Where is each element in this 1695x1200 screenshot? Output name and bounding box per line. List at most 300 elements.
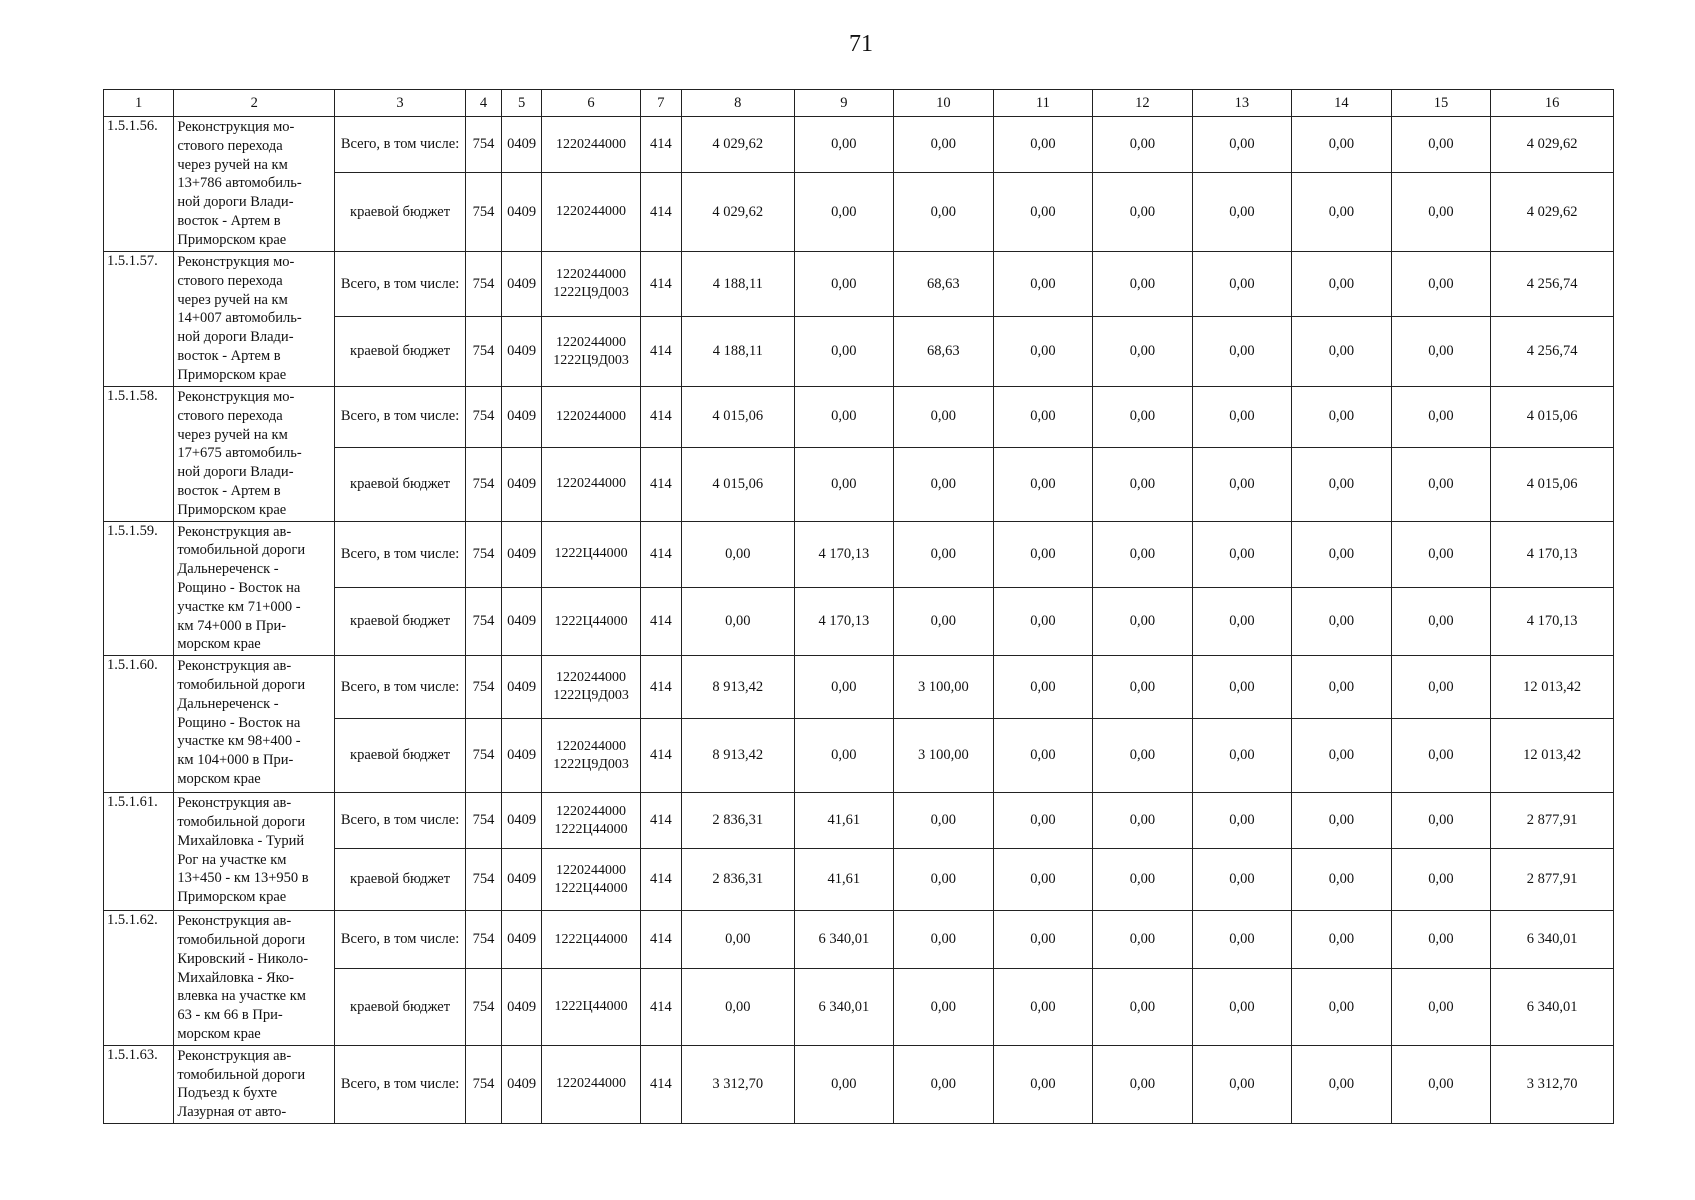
year-amount-10: 3 100,00 bbox=[894, 719, 994, 793]
section-code: 0409 bbox=[502, 1045, 542, 1123]
year-amount-11: 0,00 bbox=[993, 588, 1093, 656]
total-amount: 4 170,13 bbox=[1491, 588, 1614, 656]
funding-source: краевой бюджет bbox=[335, 173, 466, 252]
total-amount: 4 256,74 bbox=[1491, 317, 1614, 387]
item-title-line: морском крае bbox=[177, 770, 261, 787]
year-amount-13: 0,00 bbox=[1192, 1045, 1292, 1123]
header-cell-3: 3 bbox=[335, 90, 466, 117]
item-title-line: томобильной дороги bbox=[177, 1066, 306, 1083]
target-article-code: 1220244000 bbox=[556, 1076, 627, 1092]
year-amount-15: 0,00 bbox=[1391, 117, 1491, 173]
year-amount-12: 0,00 bbox=[1093, 1045, 1193, 1123]
section-code: 0409 bbox=[502, 719, 542, 793]
year-amount-12: 0,00 bbox=[1093, 387, 1193, 448]
year-amount-12: 0,00 bbox=[1093, 849, 1193, 911]
year-amount-15: 0,00 bbox=[1391, 588, 1491, 656]
department-code: 754 bbox=[465, 117, 501, 173]
header-row bbox=[104, 90, 1614, 117]
total-amount: 2 877,91 bbox=[1491, 849, 1614, 911]
department-code: 754 bbox=[465, 969, 501, 1045]
item-title bbox=[174, 793, 335, 911]
item-title-line: Реконструкция мо- bbox=[177, 119, 295, 135]
section-code: 0409 bbox=[502, 588, 542, 656]
year-amount-10: 0,00 bbox=[894, 447, 994, 521]
year-amount-15: 0,00 bbox=[1391, 173, 1491, 252]
table-row bbox=[104, 911, 1614, 969]
item-title bbox=[174, 911, 335, 1046]
year-amount-8: 2 836,31 bbox=[682, 793, 795, 849]
year-amount-14: 0,00 bbox=[1292, 387, 1392, 448]
department-code: 754 bbox=[465, 656, 501, 719]
section-code: 0409 bbox=[502, 173, 542, 252]
item-title-line: Подъезд к бухте bbox=[177, 1085, 278, 1102]
year-amount-15: 0,00 bbox=[1391, 387, 1491, 448]
funding-source: Всего, в том числе: bbox=[335, 387, 466, 448]
item-title-line: Реконструкция ав- bbox=[177, 1047, 292, 1064]
header-cell-10: 10 bbox=[894, 90, 994, 117]
target-article-code: 1222Ц44000 bbox=[554, 880, 628, 896]
item-title-line: восток - Артем в bbox=[177, 347, 281, 364]
year-amount-8: 8 913,42 bbox=[682, 719, 795, 793]
expense-type-code: 414 bbox=[640, 588, 681, 656]
item-title-line: участке км 71+000 - bbox=[177, 598, 301, 615]
expense-type-code: 414 bbox=[640, 387, 681, 448]
header-cell-16: 16 bbox=[1491, 90, 1614, 117]
target-article-code: 1220244000 bbox=[556, 803, 627, 819]
item-title-line: ной дороги Влади- bbox=[177, 329, 294, 346]
year-amount-10: 0,00 bbox=[894, 173, 994, 252]
target-article-code: 1220244000 bbox=[556, 267, 627, 282]
item-title-line: восток - Артем в bbox=[177, 212, 281, 229]
item-title-line: Реконструкция мо- bbox=[177, 254, 295, 270]
year-amount-9: 0,00 bbox=[794, 387, 894, 448]
total-amount: 4 170,13 bbox=[1491, 521, 1614, 588]
target-article-codes bbox=[542, 911, 641, 969]
target-article-code: 1220244000 bbox=[556, 136, 627, 152]
target-article-codes bbox=[542, 252, 641, 317]
year-amount-10: 0,00 bbox=[894, 849, 994, 911]
funding-source: Всего, в том числе: bbox=[335, 521, 466, 588]
expense-type-code: 414 bbox=[640, 1045, 681, 1123]
department-code: 754 bbox=[465, 447, 501, 521]
expense-type-code: 414 bbox=[640, 911, 681, 969]
year-amount-15: 0,00 bbox=[1391, 969, 1491, 1045]
year-amount-13: 0,00 bbox=[1192, 252, 1292, 317]
year-amount-15: 0,00 bbox=[1391, 317, 1491, 387]
department-code: 754 bbox=[465, 252, 501, 317]
expense-type-code: 414 bbox=[640, 793, 681, 849]
year-amount-11: 0,00 bbox=[993, 173, 1093, 252]
header-cell-4: 4 bbox=[465, 90, 501, 117]
year-amount-11: 0,00 bbox=[993, 1045, 1093, 1123]
year-amount-14: 0,00 bbox=[1292, 521, 1392, 588]
year-amount-8: 4 029,62 bbox=[682, 173, 795, 252]
year-amount-13: 0,00 bbox=[1192, 521, 1292, 588]
year-amount-10: 0,00 bbox=[894, 588, 994, 656]
page-number: 71 bbox=[849, 31, 873, 57]
year-amount-14: 0,00 bbox=[1292, 1045, 1392, 1123]
item-title-line: Рог на участке км bbox=[177, 851, 287, 868]
year-amount-9: 0,00 bbox=[794, 173, 894, 252]
year-amount-14: 0,00 bbox=[1292, 849, 1392, 911]
year-amount-9: 0,00 bbox=[794, 317, 894, 387]
funding-source: краевой бюджет bbox=[335, 447, 466, 521]
item-title-line: Приморском крае bbox=[177, 231, 287, 248]
funding-source: Всего, в том числе: bbox=[335, 117, 466, 173]
target-article-code: 1220244000 bbox=[556, 670, 627, 686]
item-title-line: 14+007 автомобиль- bbox=[177, 310, 302, 327]
target-article-codes bbox=[542, 849, 641, 911]
year-amount-15: 0,00 bbox=[1391, 447, 1491, 521]
item-title-line: томобильной дороги bbox=[177, 542, 306, 559]
year-amount-10: 0,00 bbox=[894, 521, 994, 588]
table-row bbox=[104, 793, 1614, 849]
target-article-code: 1220244000 bbox=[556, 408, 627, 424]
year-amount-9: 41,61 bbox=[794, 849, 894, 911]
target-article-code: 1220244000 bbox=[556, 334, 627, 350]
header-cell-14: 14 bbox=[1292, 90, 1392, 117]
year-amount-12: 0,00 bbox=[1093, 252, 1193, 317]
header-cell-1: 1 bbox=[104, 90, 174, 117]
year-amount-10: 3 100,00 bbox=[894, 656, 994, 719]
total-amount: 12 013,42 bbox=[1491, 719, 1614, 793]
table-row bbox=[104, 521, 1614, 588]
year-amount-14: 0,00 bbox=[1292, 588, 1392, 656]
year-amount-9: 0,00 bbox=[794, 656, 894, 719]
year-amount-8: 0,00 bbox=[682, 521, 795, 588]
year-amount-11: 0,00 bbox=[993, 447, 1093, 521]
section-code: 0409 bbox=[502, 317, 542, 387]
funding-source: краевой бюджет bbox=[335, 849, 466, 911]
year-amount-9: 0,00 bbox=[794, 1045, 894, 1123]
table-row bbox=[104, 387, 1614, 448]
item-title bbox=[174, 387, 335, 522]
year-amount-9: 0,00 bbox=[794, 252, 894, 317]
year-amount-11: 0,00 bbox=[993, 911, 1093, 969]
year-amount-10: 0,00 bbox=[894, 117, 994, 173]
funding-source: краевой бюджет bbox=[335, 588, 466, 656]
item-title-line: влевка на участке км bbox=[177, 988, 306, 1005]
funding-source: Всего, в том числе: bbox=[335, 911, 466, 969]
item-title-line: Приморском крае bbox=[177, 889, 287, 906]
year-amount-10: 0,00 bbox=[894, 969, 994, 1045]
year-amount-12: 0,00 bbox=[1093, 969, 1193, 1045]
item-title-line: ной дороги Влади- bbox=[177, 194, 294, 211]
year-amount-15: 0,00 bbox=[1391, 252, 1491, 317]
department-code: 754 bbox=[465, 911, 501, 969]
item-title-line: Рощино - Восток на bbox=[177, 579, 301, 596]
year-amount-10: 0,00 bbox=[894, 387, 994, 448]
year-amount-14: 0,00 bbox=[1292, 117, 1392, 173]
item-number: 1.5.1.61. bbox=[104, 793, 174, 911]
year-amount-9: 6 340,01 bbox=[794, 969, 894, 1045]
year-amount-13: 0,00 bbox=[1192, 719, 1292, 793]
item-title-line: участке км 98+400 - bbox=[177, 733, 301, 750]
header-cell-15: 15 bbox=[1391, 90, 1491, 117]
target-article-codes bbox=[542, 387, 641, 448]
item-title-line: Кировский - Николо- bbox=[177, 950, 309, 967]
section-code: 0409 bbox=[502, 793, 542, 849]
item-title-line: стового перехода bbox=[177, 137, 283, 154]
year-amount-11: 0,00 bbox=[993, 656, 1093, 719]
year-amount-9: 6 340,01 bbox=[794, 911, 894, 969]
item-title bbox=[174, 1045, 335, 1123]
year-amount-12: 0,00 bbox=[1093, 719, 1193, 793]
target-article-codes bbox=[542, 719, 641, 793]
expense-type-code: 414 bbox=[640, 719, 681, 793]
total-amount: 2 877,91 bbox=[1491, 793, 1614, 849]
item-number: 1.5.1.57. bbox=[104, 252, 174, 387]
total-amount: 4 256,74 bbox=[1491, 252, 1614, 317]
expense-type-code: 414 bbox=[640, 656, 681, 719]
item-title bbox=[174, 656, 335, 793]
year-amount-10: 0,00 bbox=[894, 911, 994, 969]
department-code: 754 bbox=[465, 849, 501, 911]
item-title-line: Приморском крае bbox=[177, 501, 287, 518]
year-amount-13: 0,00 bbox=[1192, 588, 1292, 656]
target-article-code: 1220244000 bbox=[556, 204, 627, 219]
expense-type-code: 414 bbox=[640, 173, 681, 252]
item-number: 1.5.1.60. bbox=[104, 656, 174, 793]
header-cell-8: 8 bbox=[682, 90, 795, 117]
section-code: 0409 bbox=[502, 849, 542, 911]
year-amount-15: 0,00 bbox=[1391, 849, 1491, 911]
year-amount-15: 0,00 bbox=[1391, 1045, 1491, 1123]
section-code: 0409 bbox=[502, 447, 542, 521]
header-cell-11: 11 bbox=[993, 90, 1093, 117]
expense-type-code: 414 bbox=[640, 969, 681, 1045]
section-code: 0409 bbox=[502, 252, 542, 317]
year-amount-9: 0,00 bbox=[794, 447, 894, 521]
target-article-code: 1222Ц9Д003 bbox=[553, 352, 629, 368]
year-amount-13: 0,00 bbox=[1192, 793, 1292, 849]
header-cell-5: 5 bbox=[502, 90, 542, 117]
expense-type-code: 414 bbox=[640, 117, 681, 173]
target-article-codes bbox=[542, 588, 641, 656]
year-amount-10: 0,00 bbox=[894, 1045, 994, 1123]
item-title-line: 13+786 автомобиль- bbox=[177, 175, 302, 192]
expense-type-code: 414 bbox=[640, 849, 681, 911]
total-amount: 6 340,01 bbox=[1491, 969, 1614, 1045]
item-title-line: Михайловка - Турий bbox=[177, 832, 305, 849]
target-article-codes bbox=[542, 793, 641, 849]
item-title-line: томобильной дороги bbox=[177, 813, 306, 830]
year-amount-11: 0,00 bbox=[993, 317, 1093, 387]
department-code: 754 bbox=[465, 173, 501, 252]
table-row bbox=[104, 117, 1614, 173]
year-amount-13: 0,00 bbox=[1192, 173, 1292, 252]
year-amount-12: 0,00 bbox=[1093, 173, 1193, 252]
year-amount-14: 0,00 bbox=[1292, 911, 1392, 969]
year-amount-8: 0,00 bbox=[682, 588, 795, 656]
year-amount-15: 0,00 bbox=[1391, 719, 1491, 793]
item-title-line: ной дороги Влади- bbox=[177, 464, 294, 481]
item-title-line: 63 - км 66 в При- bbox=[177, 1007, 283, 1024]
year-amount-13: 0,00 bbox=[1192, 317, 1292, 387]
year-amount-11: 0,00 bbox=[993, 387, 1093, 448]
target-article-codes bbox=[542, 1045, 641, 1123]
department-code: 754 bbox=[465, 387, 501, 448]
year-amount-8: 0,00 bbox=[682, 969, 795, 1045]
year-amount-13: 0,00 bbox=[1192, 969, 1292, 1045]
expense-type-code: 414 bbox=[640, 521, 681, 588]
year-amount-10: 68,63 bbox=[894, 252, 994, 317]
item-title-line: восток - Артем в bbox=[177, 482, 281, 499]
year-amount-15: 0,00 bbox=[1391, 793, 1491, 849]
funding-source: Всего, в том числе: bbox=[335, 793, 466, 849]
total-amount: 4 029,62 bbox=[1491, 173, 1614, 252]
year-amount-13: 0,00 bbox=[1192, 117, 1292, 173]
year-amount-10: 0,00 bbox=[894, 793, 994, 849]
year-amount-9: 4 170,13 bbox=[794, 588, 894, 656]
year-amount-14: 0,00 bbox=[1292, 447, 1392, 521]
department-code: 754 bbox=[465, 1045, 501, 1123]
budget-table bbox=[103, 89, 1614, 1124]
item-title-line: Реконструкция ав- bbox=[177, 795, 292, 812]
item-title-line: Реконструкция ав- bbox=[177, 523, 292, 540]
year-amount-14: 0,00 bbox=[1292, 252, 1392, 317]
item-title-line: томобильной дороги bbox=[177, 676, 306, 693]
item-title-line: Михайловка - Яко- bbox=[177, 969, 294, 986]
item-number: 1.5.1.63. bbox=[104, 1045, 174, 1123]
target-article-code: 1222Ц44000 bbox=[554, 546, 628, 562]
year-amount-13: 0,00 bbox=[1192, 447, 1292, 521]
item-title-line: через ручей на км bbox=[177, 291, 288, 308]
item-title-line: Дальнереченск - bbox=[177, 561, 279, 578]
year-amount-11: 0,00 bbox=[993, 521, 1093, 588]
target-article-code: 1222Ц9Д003 bbox=[553, 285, 629, 300]
item-number: 1.5.1.62. bbox=[104, 911, 174, 1046]
item-title-line: 13+450 - км 13+950 в bbox=[177, 870, 309, 887]
item-title-line: Приморском крае bbox=[177, 366, 287, 383]
year-amount-9: 0,00 bbox=[794, 117, 894, 173]
section-code: 0409 bbox=[502, 521, 542, 588]
item-title-line: Лазурная от авто- bbox=[177, 1104, 287, 1121]
year-amount-8: 4 188,11 bbox=[682, 317, 795, 387]
expense-type-code: 414 bbox=[640, 252, 681, 317]
header-cell-2: 2 bbox=[174, 90, 335, 117]
year-amount-15: 0,00 bbox=[1391, 521, 1491, 588]
year-amount-13: 0,00 bbox=[1192, 656, 1292, 719]
year-amount-8: 8 913,42 bbox=[682, 656, 795, 719]
year-amount-8: 4 015,06 bbox=[682, 387, 795, 448]
funding-source: Всего, в том числе: bbox=[335, 656, 466, 719]
item-title-line: морском крае bbox=[177, 1025, 261, 1042]
year-amount-8: 4 188,11 bbox=[682, 252, 795, 317]
target-article-code: 1222Ц9Д003 bbox=[553, 688, 629, 704]
year-amount-15: 0,00 bbox=[1391, 911, 1491, 969]
section-code: 0409 bbox=[502, 387, 542, 448]
item-title-line: Рощино - Восток на bbox=[177, 714, 301, 731]
item-title-line: км 104+000 в При- bbox=[177, 752, 294, 769]
item-title-line: через ручей на км bbox=[177, 426, 288, 443]
year-amount-12: 0,00 bbox=[1093, 117, 1193, 173]
header-cell-6: 6 bbox=[542, 90, 641, 117]
year-amount-14: 0,00 bbox=[1292, 317, 1392, 387]
expense-type-code: 414 bbox=[640, 317, 681, 387]
year-amount-13: 0,00 bbox=[1192, 387, 1292, 448]
year-amount-12: 0,00 bbox=[1093, 447, 1193, 521]
year-amount-8: 2 836,31 bbox=[682, 849, 795, 911]
item-title bbox=[174, 252, 335, 387]
target-article-code: 1220244000 bbox=[556, 476, 627, 492]
item-title-line: Реконструкция мо- bbox=[177, 389, 295, 405]
target-article-code: 1222Ц44000 bbox=[554, 613, 628, 629]
year-amount-11: 0,00 bbox=[993, 117, 1093, 173]
department-code: 754 bbox=[465, 521, 501, 588]
funding-source: Всего, в том числе: bbox=[335, 252, 466, 317]
year-amount-9: 4 170,13 bbox=[794, 521, 894, 588]
section-code: 0409 bbox=[502, 911, 542, 969]
year-amount-11: 0,00 bbox=[993, 252, 1093, 317]
year-amount-12: 0,00 bbox=[1093, 588, 1193, 656]
department-code: 754 bbox=[465, 588, 501, 656]
year-amount-12: 0,00 bbox=[1093, 793, 1193, 849]
department-code: 754 bbox=[465, 719, 501, 793]
department-code: 754 bbox=[465, 793, 501, 849]
department-code: 754 bbox=[465, 317, 501, 387]
year-amount-8: 0,00 bbox=[682, 911, 795, 969]
year-amount-14: 0,00 bbox=[1292, 656, 1392, 719]
table-row bbox=[104, 1045, 1614, 1123]
funding-source: Всего, в том числе: bbox=[335, 1045, 466, 1123]
item-title bbox=[174, 117, 335, 252]
total-amount: 4 015,06 bbox=[1491, 387, 1614, 448]
item-title bbox=[174, 521, 335, 656]
item-title-line: 17+675 автомобиль- bbox=[177, 445, 302, 462]
year-amount-14: 0,00 bbox=[1292, 793, 1392, 849]
table-body bbox=[104, 90, 1614, 1124]
year-amount-14: 0,00 bbox=[1292, 719, 1392, 793]
header-cell-9: 9 bbox=[794, 90, 894, 117]
year-amount-11: 0,00 bbox=[993, 793, 1093, 849]
year-amount-13: 0,00 bbox=[1192, 849, 1292, 911]
header-cell-13: 13 bbox=[1192, 90, 1292, 117]
year-amount-12: 0,00 bbox=[1093, 521, 1193, 588]
total-amount: 4 029,62 bbox=[1491, 117, 1614, 173]
year-amount-12: 0,00 bbox=[1093, 911, 1193, 969]
item-number: 1.5.1.58. bbox=[104, 387, 174, 522]
item-title-line: км 74+000 в При- bbox=[177, 617, 287, 634]
target-article-codes bbox=[542, 969, 641, 1045]
item-title-line: через ручей на км bbox=[177, 156, 288, 173]
item-number: 1.5.1.56. bbox=[104, 117, 174, 252]
section-code: 0409 bbox=[502, 656, 542, 719]
target-article-codes bbox=[542, 447, 641, 521]
year-amount-9: 0,00 bbox=[794, 719, 894, 793]
year-amount-8: 4 015,06 bbox=[682, 447, 795, 521]
item-title-line: томобильной дороги bbox=[177, 931, 306, 948]
year-amount-11: 0,00 bbox=[993, 719, 1093, 793]
item-title-line: стового перехода bbox=[177, 272, 283, 289]
year-amount-14: 0,00 bbox=[1292, 173, 1392, 252]
item-title-line: Реконструкция ав- bbox=[177, 913, 292, 930]
section-code: 0409 bbox=[502, 117, 542, 173]
target-article-code: 1222Ц44000 bbox=[554, 931, 628, 947]
header-cell-12: 12 bbox=[1093, 90, 1193, 117]
year-amount-15: 0,00 bbox=[1391, 656, 1491, 719]
year-amount-11: 0,00 bbox=[993, 849, 1093, 911]
target-article-codes bbox=[542, 117, 641, 173]
funding-source: краевой бюджет bbox=[335, 317, 466, 387]
funding-source: краевой бюджет bbox=[335, 719, 466, 793]
year-amount-12: 0,00 bbox=[1093, 656, 1193, 719]
item-title-line: Реконструкция ав- bbox=[177, 658, 292, 675]
target-article-code: 1222Ц44000 bbox=[554, 999, 628, 1014]
table-row bbox=[104, 656, 1614, 719]
year-amount-13: 0,00 bbox=[1192, 911, 1292, 969]
funding-source: краевой бюджет bbox=[335, 969, 466, 1045]
